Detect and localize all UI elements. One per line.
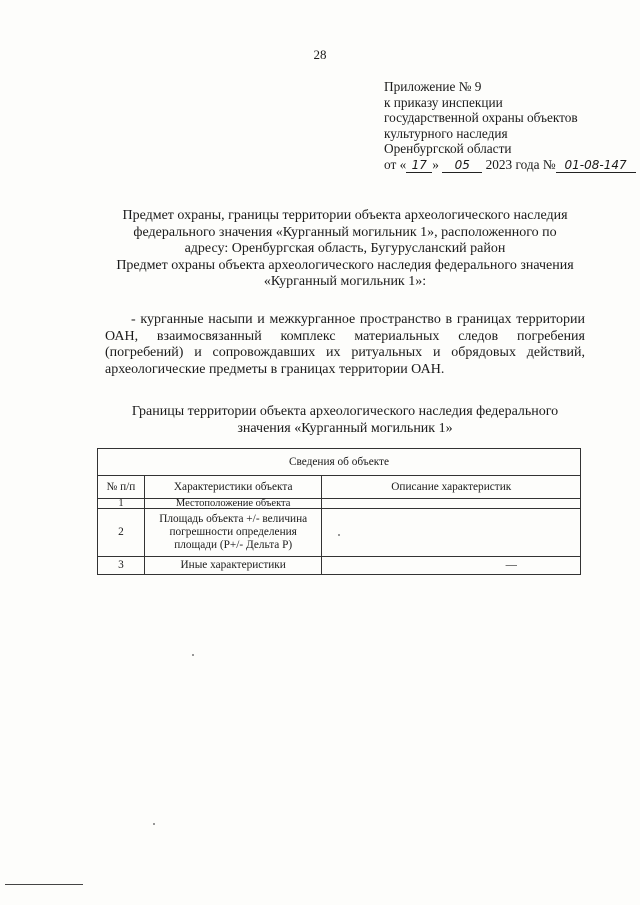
protection-subject-paragraph xyxy=(105,312,585,378)
date-suffix: 2023 года № xyxy=(482,156,556,172)
appendix-line: культурного наследия xyxy=(384,125,508,141)
appendix-line: к приказу инспекции xyxy=(384,94,503,110)
column-header-characteristic: Характеристики объекта xyxy=(144,476,322,499)
scan-speck xyxy=(338,534,340,536)
table-caption: Сведения об объекте xyxy=(98,449,581,476)
date-mid: » xyxy=(432,156,443,172)
appendix-date-line xyxy=(384,157,636,173)
subtitle-line: «Курганный могильник 1»: xyxy=(263,274,427,289)
dash-mark: — xyxy=(505,559,517,571)
title-line: Предмет охраны, границы территории объекта археологического наследия xyxy=(122,208,568,223)
document-title xyxy=(105,208,585,291)
scan-speck xyxy=(192,654,194,656)
row-description xyxy=(322,557,581,575)
handwritten-month: 05 xyxy=(442,159,482,173)
table-row xyxy=(98,509,581,557)
page-number: 28 xyxy=(313,47,327,62)
row-description xyxy=(322,509,581,557)
section-title xyxy=(105,403,585,437)
row-characteristic: Местоположение объекта xyxy=(144,499,322,509)
section-title-line: значения «Курганный могильник 1» xyxy=(237,421,453,436)
row-number: 1 xyxy=(98,499,145,509)
title-line: адресу: Оренбургская область, Бугурусланский район xyxy=(184,241,506,256)
date-prefix: от « xyxy=(384,156,407,172)
paragraph-text: - курганные насыпи и межкурганное пространство в границах территории ОАН, взаимосвязанный комплекс материальных следов погребения (погребений) и сопровождавших их ритуальных и обрядовых действий, археологические предметы в границах территории ОАН. xyxy=(105,312,585,377)
column-header-description: Описание характеристик xyxy=(322,476,581,499)
scan-speck xyxy=(153,823,155,825)
handwritten-order-number: 01-08-147 xyxy=(556,159,636,173)
row-number: 3 xyxy=(98,557,145,575)
object-info-table xyxy=(97,448,581,575)
row-characteristic: Иные характеристики xyxy=(144,557,322,575)
column-header-number: № п/п xyxy=(98,476,145,499)
appendix-block xyxy=(384,79,636,173)
subtitle-line: Предмет охраны объекта археологического наследия федерального значения xyxy=(116,257,574,273)
section-title-line: Границы территории объекта археологического наследия федерального xyxy=(131,404,559,419)
table-row xyxy=(98,499,581,509)
row-description xyxy=(322,499,581,509)
appendix-line: государственной охраны объектов xyxy=(384,110,578,125)
appendix-line: Оренбургской области xyxy=(384,141,512,156)
row-characteristic: Площадь объекта +/- величина погрешности определения площади (Р+/- Дельта Р) xyxy=(144,509,322,557)
footer-rule xyxy=(5,884,83,885)
handwritten-day: 17 xyxy=(406,159,432,173)
table-row xyxy=(98,557,581,575)
appendix-title: Приложение № 9 xyxy=(384,79,482,94)
row-number: 2 xyxy=(98,509,145,557)
title-line: федерального значения «Курганный могильник 1», расположенного по xyxy=(133,224,557,240)
